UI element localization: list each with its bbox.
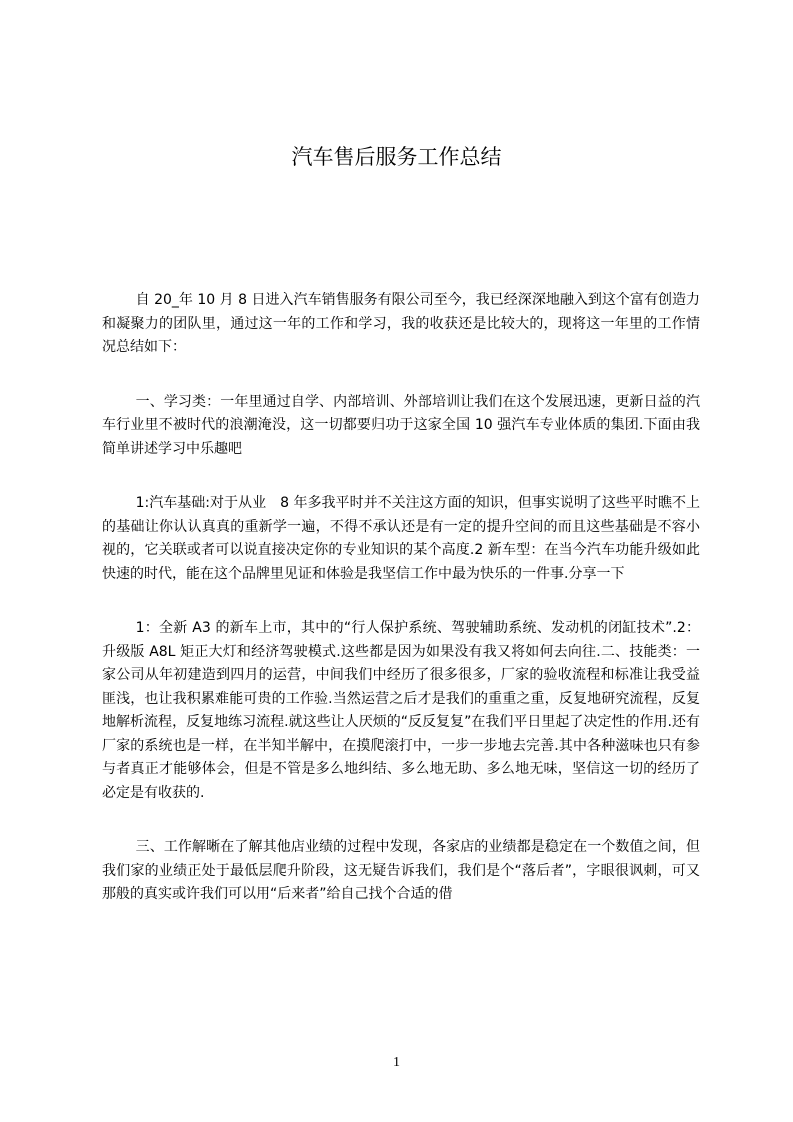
paragraph-learning: 一、学习类：一年里通过自学、内部培训、外部培训让我们在这个发展迅速，更新日益的汽车行业里不被时代的浪潮淹没，这一切都要归功于这家全国 10 强汽车专业体质的集团.下面由我简单讲述学习中乐趣吧: [102, 393, 700, 457]
paragraph-car-basics: 1:汽车基础:对于从业 8 年多我平时并不关注这方面的知识，但事实说明了这些平时瞧不上的基础让你认认真真的重新学一遍，不得不承认还是有一定的提升空间的而且这些基础是不容小视的，它关联或者可以说直接决定你的专业知识的某个高度.2 新车型：在当今汽车功能升级如此快速的时代，能在这个品牌里见证和体验是我坚信工作中最为快乐的一件事.分享一下: [102, 495, 700, 582]
document-title: 汽车售后服务工作总结: [291, 145, 502, 169]
paragraph-work-analysis: 三、工作解晰在了解其他店业绩的过程中发现，各家店的业绩都是稳定在一个数值之间，但我们家的业绩正处于最低层爬升阶段，这无疑告诉我们，我们是个“落后者”，字眼很讽刺，可又那般的真实或许我们可以用“后来者”给自己找个合适的借: [102, 839, 700, 902]
paragraph-skills: 1：全新 A3 的新车上市，其中的“行人保护系统、驾驶辅助系统、发动机的闭缸技术”.2：升级版 A8L 矩正大灯和经济驾驶模式.这些都是因为如果没有我又将如何去向往.二、技能类：一家公司从年初建造到四月的运营，中间我们中经历了很多很多，厂家的验收流程和标准让我受益匪浅，也让我积累难能可贵的工作验.当然运营之后才是我们的重重之重，反复地研究流程，反复地解析流程，反复地练习流程.就这些让人厌烦的“反反复复”在我们平日里起了决定性的作用.还有厂家的系统也是一样，在半知半解中，在摸爬滚打中，一步一步地去完善.其中各种滋味也只有参与者真正才能够体会，但是不管是多么地纠结、多么地无助、多么地无味，坚信这一切的经历了必定是有收获的.: [102, 620, 700, 801]
document-body: [102, 289, 700, 938]
paragraph-intro: 自 20_年 10 月 8 日进入汽车销售服务有限公司至今，我已经深深地融入到这个富有创造力和凝聚力的团队里，通过这一年的工作和学习，我的收获还是比较大的，现将这一年里的工作情况总结如下：: [102, 292, 700, 355]
page-number: 1: [393, 1055, 400, 1070]
